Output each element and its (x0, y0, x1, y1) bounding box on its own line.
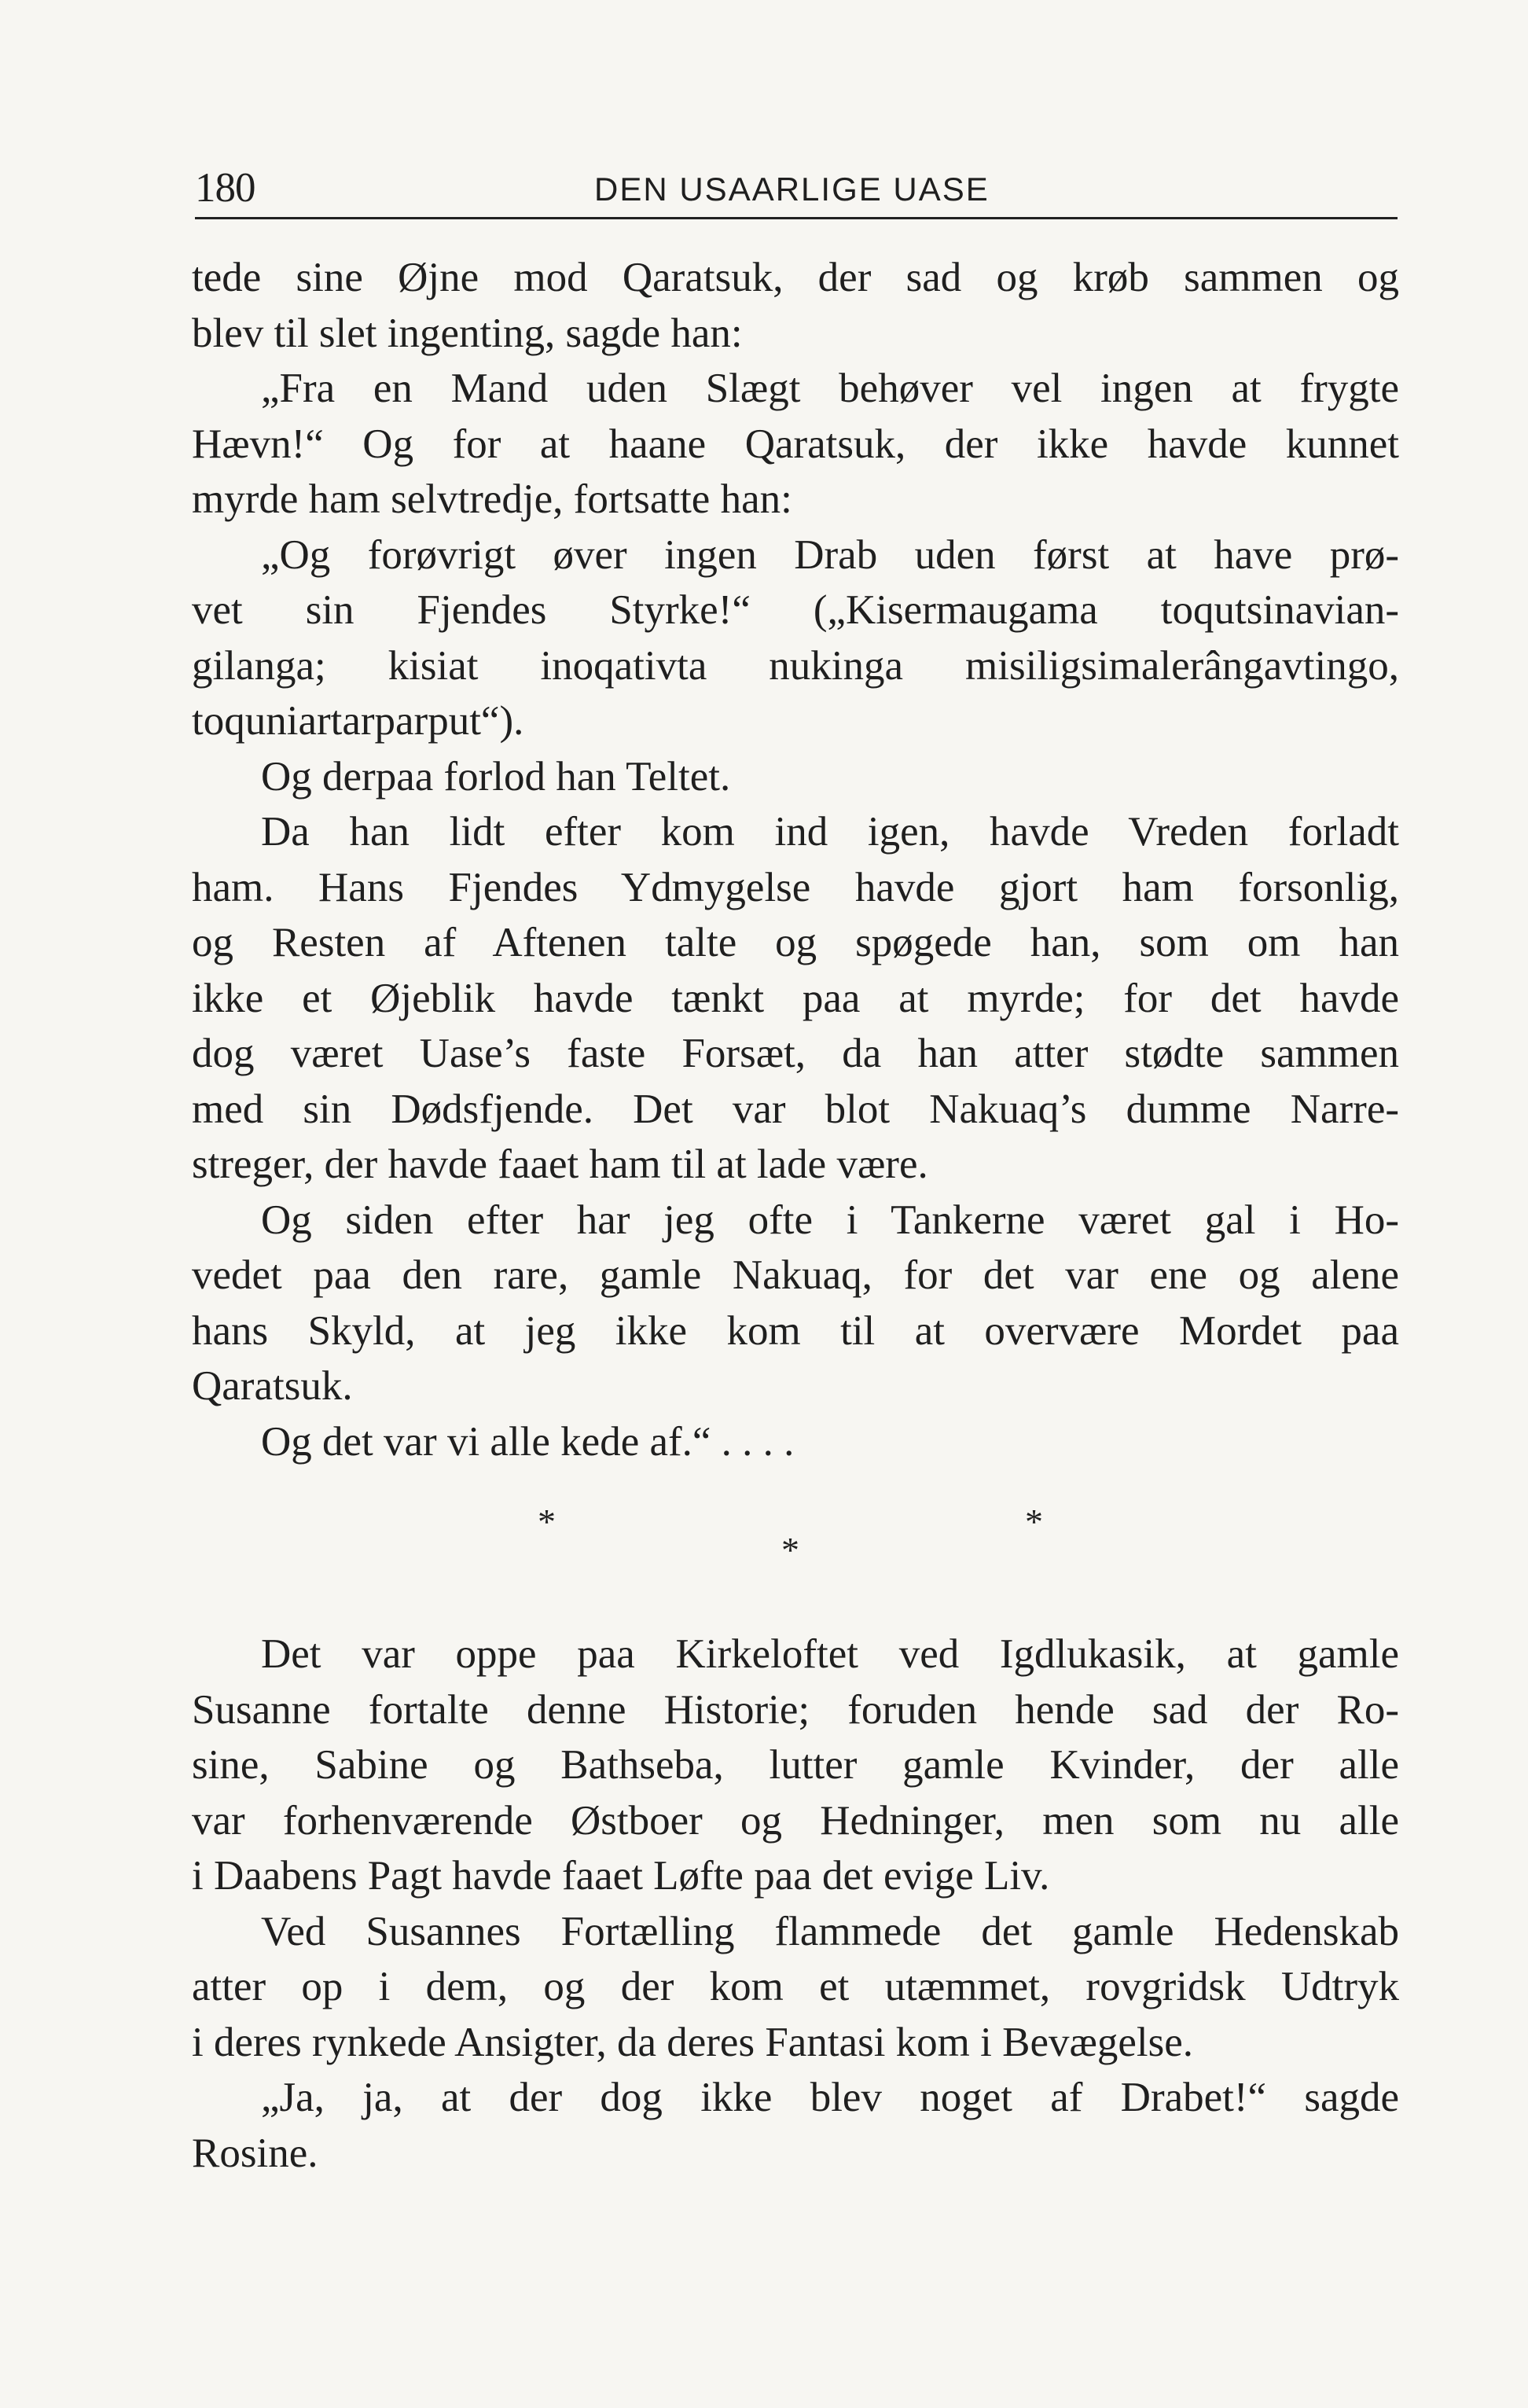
text-line: tede sine Øjne mod Qaratsuk, der sad og krøb sammen og (192, 255, 1399, 300)
text-line: med sin Dødsfjende. Det var blot Nakuaq’s dumme Narre- (192, 1086, 1399, 1132)
text-line: gilanga; kisiat inoqativta nukinga misiligsimalerângavtingo, (192, 642, 1399, 689)
ornament-star-right: * (1025, 1502, 1043, 1542)
text-line: Qaratsuk. (192, 1363, 353, 1409)
text-line: Ved Susannes Fortælling flammede det gamle Hedenskab (261, 1908, 1399, 1954)
text-line: Hævn!“ Og for at haane Qaratsuk, der ikke havde kunnet (192, 421, 1399, 467)
text-line: „Og forøvrigt øver ingen Drab uden først at have prø- (261, 531, 1399, 578)
paragraph (192, 1627, 1399, 1904)
paragraph (192, 250, 1399, 361)
text-line: dog været Uase’s faste Forsæt, da han atter stødte sammen (192, 1031, 1399, 1076)
text-line: toquniartarparput“). (192, 698, 524, 744)
ornament-star-left: * (538, 1502, 556, 1542)
paragraph (192, 2070, 1399, 2181)
text-line: i deres rynkede Ansigter, da deres Fantasi kom i Bevægelse. (192, 2019, 1193, 2065)
paragraph (192, 749, 1399, 805)
paragraph (192, 361, 1399, 528)
text-line: vedet paa den rare, gamle Nakuaq, for det var ene og alene (192, 1252, 1399, 1298)
text-line: hans Skyld, at jeg ikke kom til at overvære Mordet paa (192, 1307, 1399, 1354)
body-text (192, 250, 1399, 2181)
text-line: blev til slet ingenting, sagde han: (192, 310, 743, 356)
text-line: Rosine. (192, 2130, 318, 2176)
paragraph (192, 1414, 1399, 1470)
text-line: ikke et Øjeblik havde tænkt paa at myrde; for det havde (192, 975, 1399, 1021)
paragraph (192, 1193, 1399, 1414)
text-line: myrde ham selvtredje, fortsatte han: (192, 476, 792, 522)
text-after-break (192, 1627, 1399, 2181)
section-break-ornament (192, 1469, 1399, 1627)
page-header (195, 164, 1398, 212)
text-line: ham. Hans Fjendes Ydmygelse havde gjort ham forsonlig, (192, 864, 1399, 910)
paragraph (192, 804, 1399, 1193)
text-line: „Fra en Mand uden Slægt behøver vel ingen at frygte (261, 366, 1399, 411)
text-line: og Resten af Aftenen talte og spøgede han, som om han (192, 920, 1399, 965)
text-line: streger, der havde faaet ham til at lade være. (192, 1142, 928, 1187)
page-number: 180 (195, 165, 255, 211)
text-line: Det var oppe paa Kirkeloftet ved Igdlukasik, at gamle (261, 1631, 1399, 1677)
text-line: var forhenværende Østboer og Hedninger, men som nu alle (192, 1797, 1399, 1844)
text-line: Og det var vi alle kede af.“ . . . . (261, 1418, 795, 1465)
text-line: „Ja, ja, at der dog ikke blev noget af Drabet!“ sagde (261, 2075, 1399, 2120)
paragraph (192, 528, 1399, 749)
ornament-star-center: * (781, 1530, 799, 1570)
text-line: Da han lidt efter kom ind igen, havde Vreden forladt (261, 809, 1399, 855)
text-line: Og derpaa forlod han Teltet. (261, 753, 731, 800)
text-before-break (192, 250, 1399, 1469)
paragraph (192, 1904, 1399, 2071)
text-line: atter op i dem, og der kom et utæmmet, rovgridsk Udtryk (192, 1964, 1399, 2009)
text-line: Og siden efter har jeg ofte i Tankerne været gal i Ho- (261, 1197, 1399, 1243)
text-line: vet sin Fjendes Styrke!“ („Kisermaugama toqutsinavian- (192, 587, 1399, 633)
running-title: DEN USAARLIGE UASE (594, 171, 990, 208)
header-rule (195, 217, 1398, 219)
text-line: Susanne fortalte denne Historie; foruden hende sad der Ro- (192, 1686, 1399, 1733)
text-line: sine, Sabine og Bathseba, lutter gamle Kvinder, der alle (192, 1742, 1399, 1788)
text-line: i Daabens Pagt havde faaet Løfte paa det evige Liv. (192, 1853, 1050, 1899)
